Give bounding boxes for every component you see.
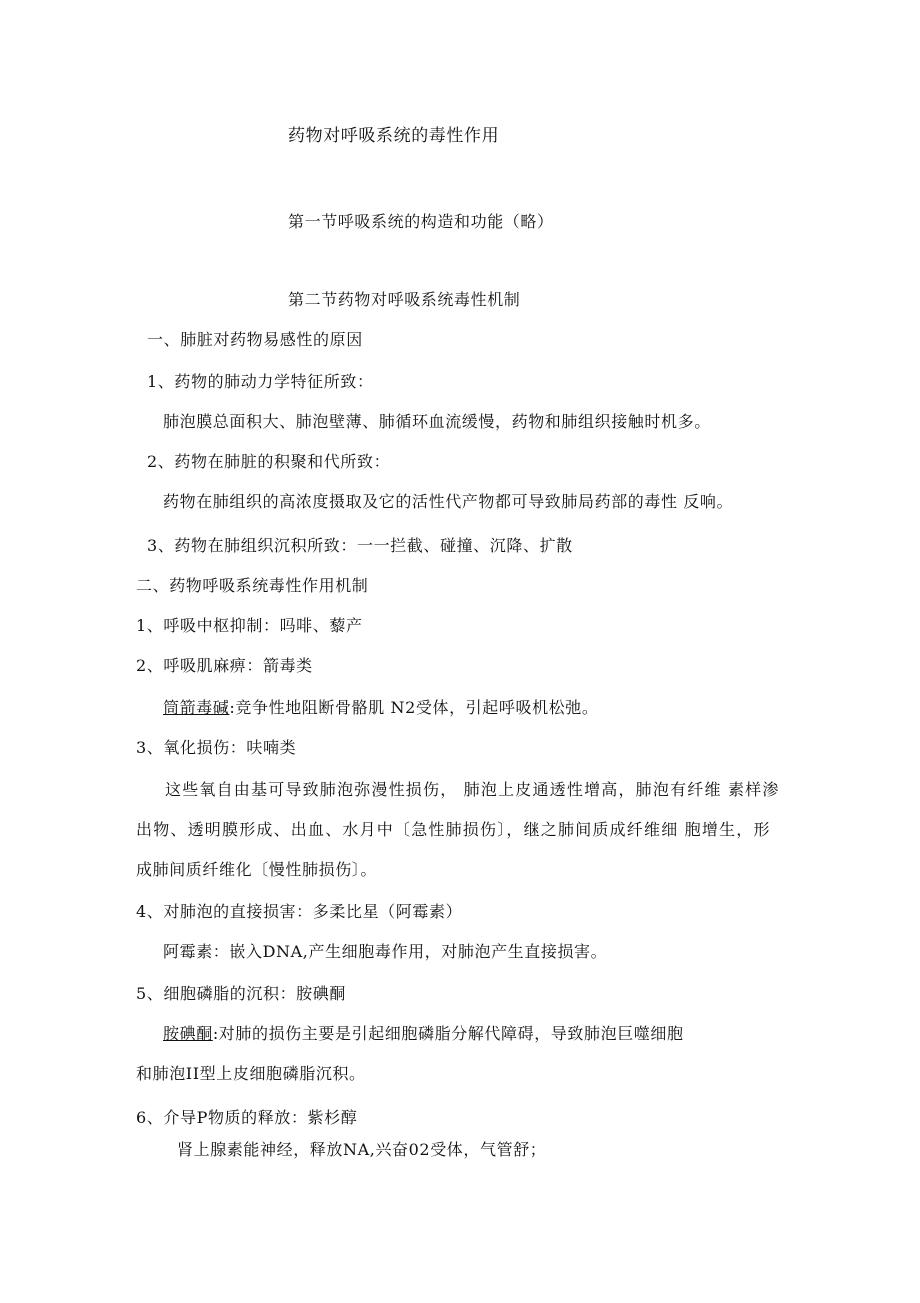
part2-item3-text-2: 出物、透明膜形成、出血、水月中〔急性肺损伤〕，继之肺间质成纤维细 胞增生，形 bbox=[136, 820, 771, 839]
part2-item3-text-3: 成肺间质纤维化〔慢性肺损伤〕。 bbox=[136, 860, 378, 879]
term-description: :对肺的损伤主要是引起细胞磷脂分解代障碍，导致肺泡巨噬细胞 bbox=[212, 1024, 684, 1043]
part2-item1: 1、呼吸中枢抑制：吗啡、藜产 bbox=[136, 616, 363, 635]
part2-item3-text-1: 这些氧自由基可导致肺泡弥漫性损伤， 肺泡上皮通透性增高，肺泡有纤维 素样渗 bbox=[165, 780, 780, 799]
page-title: 药物对呼吸系统的毒性作用 bbox=[288, 126, 500, 146]
part2-item4-text: 阿霉素：嵌入DNA,产生细胞毒作用，对肺泡产生直接损害。 bbox=[163, 942, 608, 961]
term-description: :竞争性地阻断骨骼肌 N2受体，引起呼吸机松弛。 bbox=[229, 698, 599, 717]
part2-item6-text: 肾上腺素能神经，释放NA,兴奋02受体，气管舒； bbox=[177, 1140, 547, 1159]
part1-heading: 一、肺脏对药物易感性的原因 bbox=[147, 330, 363, 349]
part1-item3: 3、药物在肺组织沉积所致：一一拦截、碰撞、沉降、扩散 bbox=[147, 536, 573, 555]
part1-item2-text: 药物在肺组织的高浓度摄取及它的活性代产物都可导致肺局药部的毒性 反响。 bbox=[163, 492, 734, 511]
part1-item1: 1、药物的肺动力学特征所致： bbox=[147, 372, 374, 391]
term-amiodarone: 胺碘酮 bbox=[163, 1024, 213, 1043]
part2-item5-text-2: 和肺泡II型上皮细胞磷脂沉积。 bbox=[136, 1064, 366, 1083]
part2-item5: 5、细胞磷脂的沉积：胺碘酮 bbox=[136, 984, 346, 1003]
part2-item2-text bbox=[163, 698, 598, 718]
part2-item2: 2、呼吸肌麻痹：箭毒类 bbox=[136, 656, 313, 675]
section-heading-1: 第一节呼吸系统的构造和功能（略） bbox=[288, 212, 554, 231]
part2-item5-text-1 bbox=[163, 1024, 684, 1044]
part1-item2: 2、药物在肺脏的积聚和代所致： bbox=[147, 452, 391, 471]
part2-item3: 3、氧化损伤：呋喃类 bbox=[136, 738, 297, 757]
part2-item6: 6、介导P物质的释放：紫杉醇 bbox=[136, 1108, 358, 1127]
section-heading-2: 第二节药物对呼吸系统毒性机制 bbox=[288, 290, 521, 309]
term-tubocurarine: 筒箭毒碱 bbox=[163, 698, 230, 717]
part1-item1-text: 肺泡膜总面积大、肺泡壁薄、肺循环血流缓慢，药物和肺组织接触时机多。 bbox=[163, 412, 711, 431]
part2-heading: 二、药物呼吸系统毒性作用机制 bbox=[136, 576, 369, 595]
part2-item4: 4、对肺泡的直接损害：多柔比星（阿霉素） bbox=[136, 902, 463, 921]
